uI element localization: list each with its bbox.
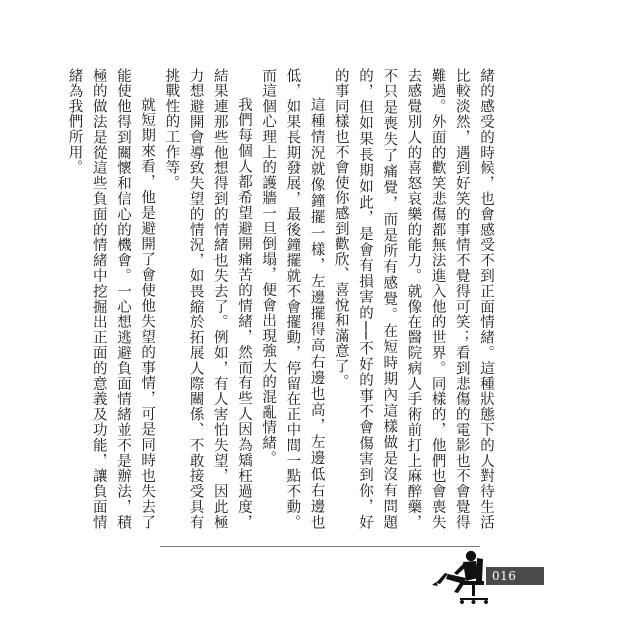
page-number: 016 xyxy=(492,569,517,583)
footer-rule xyxy=(160,546,480,547)
seated-man-icon xyxy=(430,548,492,606)
body-text xyxy=(62,68,498,530)
paragraph-continued: 緒的感受的時候，也會感受不到正面情緒。這種狀態下的人對待生活比較淡然，遇到好笑的事情不覺得可笑；看到悲傷的電影也不會覺得難過。外面的歡笑悲傷都無法進入他的世界。同樣的，他們也會喪失去感覺別人的喜怒哀樂的能力。就像在醫院病人手術前打上麻醉藥，不只是喪失了痛覺，而是所有感覺。在短時期內這樣做是沒有問題的，但如果長期如此，是會有損害的──不好的事不會傷害到你，好的事同樣也不會使你感到歡欣、喜悅和滿意了。 xyxy=(332,68,494,530)
paragraph: 這種情況就像鐘擺一樣，左邊擺得高右邊也高，左邊低右邊也低，如果長期發展，最後鐘擺就不會擺動，停留在正中間一點不動。而這個心理上的護牆一旦倒塌，便會出現強大的混亂情緒。 xyxy=(260,68,325,530)
paragraph: 我們每個人都希望避開痛苦的情緒，然而有些人因為矯枉過度，結果連那些他想得到的情緒也失去了。例如，有人害怕失望，因此極力想避開會導致失望的情況，如畏縮於拓展人際關係、不敢接受具有挑戰性的工作等。 xyxy=(163,68,252,530)
paragraph: 就短期來看，他是避開了會使他失望的事情，可是同時也失去了能使他得到關懷和信心的機會。一心想逃避負面情緒並不是辦法，積極的做法是從這些負面的情緒中挖掘出正面的意義及功能，讓負面情緒為我們所用。 xyxy=(66,68,156,530)
